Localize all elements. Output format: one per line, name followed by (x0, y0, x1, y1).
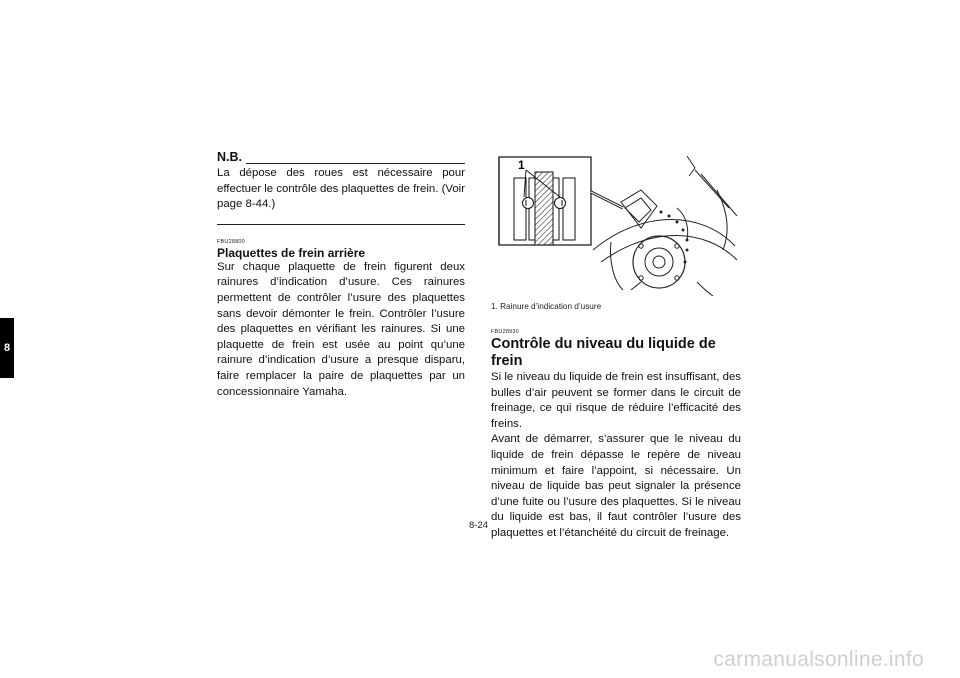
right-column (491, 150, 741, 542)
section-body-para2: Avant de démarrer, s’assurer que le niveau du liquide de frein dépasse le repère de niveau minimum et faire l’appoint, si nécessaire. Un niveau de liquide bas peut signaler la présence d’une fuite ou l’usure des plaquettes. Si le niveau du liquide est bas, il faut contrôler l’usure des plaquettes et l’étanchéité du circuit de freinage. (491, 433, 741, 539)
section-title: Plaquettes de frein arrière (217, 245, 366, 260)
callout-number: 1 (518, 158, 525, 172)
section-code: FBU28930 (491, 329, 519, 335)
left-column (217, 150, 465, 400)
brake-pad-drawing (491, 150, 741, 296)
note-header (217, 150, 465, 164)
section-body: Sur chaque plaquette de frein figurent deux rainures d’indication d’usure. Ces rainures permettent de contrôler l’usure des plaquettes sans devoir démonter le frein. Contrôler l’usure des plaquettes en vérifiant les rainures. Si une plaquette de frein est usée au point qu’une rainure d’indication d’usure a presque disparu, faire remplacer la paire de plaquettes par un concessionnaire Yamaha. (217, 260, 465, 398)
section-title: Contrôle du niveau du liquide de frein (491, 336, 716, 369)
section-body-para1: Si le niveau du liquide de frein est insuffisant, des bulles d’air peuvent se former dans le circuit de freinage, ce qui risque de réduire l’efficacité des freins. (491, 371, 741, 430)
figure-caption: 1. Rainure d’indication d’usure (491, 302, 602, 311)
brake-pad-illustration (491, 150, 741, 296)
note-end-rule (217, 224, 465, 225)
chapter-tab: 8 (0, 318, 14, 378)
watermark: carmanualsonline.info (713, 648, 924, 671)
section-code: FBU28800 (217, 238, 245, 245)
note-text: La dépose des roues est nécessaire pour effectuer le contrôle des plaquettes de frein. (Voir page 8-44.) (217, 167, 466, 210)
note-label: N.B. (217, 150, 242, 164)
note-rule (246, 152, 465, 164)
page-number: 8-24 (469, 520, 489, 531)
